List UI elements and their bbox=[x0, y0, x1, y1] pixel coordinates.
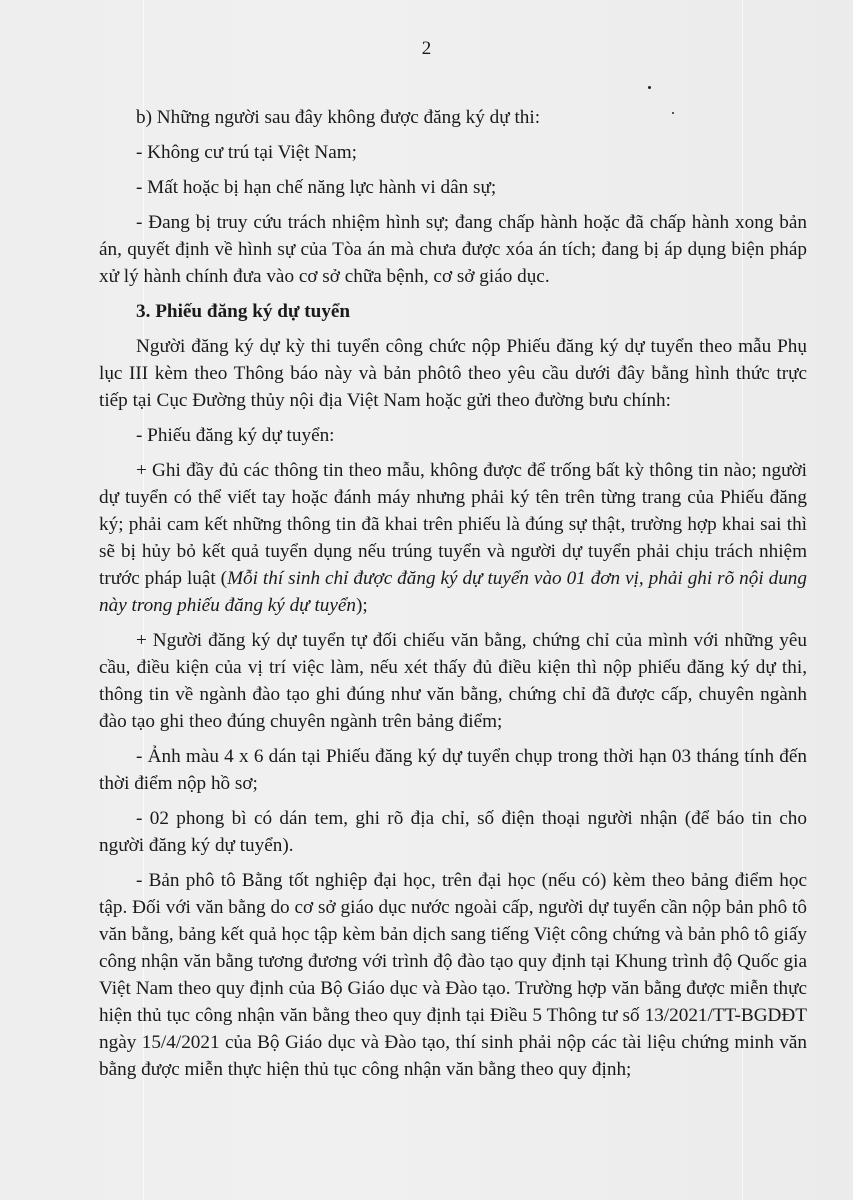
list-item: - Không cư trú tại Việt Nam; bbox=[136, 142, 357, 163]
section-3-heading: 3. Phiếu đăng ký dự tuyển bbox=[136, 301, 351, 322]
document-body bbox=[99, 104, 807, 1091]
form-requirement-1-end: ); bbox=[356, 595, 368, 616]
section-3-intro: Người đăng ký dự kỳ thi tuyển công chức nộp Phiếu đăng ký dự tuyển theo mẫu Phụ lục III kèm theo Thông báo này và bản phôtô theo yêu cầu dưới đây bằng hình thức trực tiếp tại Cục Đường thủy nội địa Việt Nam hoặc gửi theo đường bưu chính: bbox=[99, 336, 807, 411]
form-label: - Phiếu đăng ký dự tuyển: bbox=[136, 425, 335, 446]
section-b-intro: b) Những người sau đây không được đăng ký dự thi: bbox=[136, 107, 541, 128]
diploma-requirement: - Bản phô tô Bằng tốt nghiệp đại học, trên đại học (nếu có) kèm theo bảng điểm học tập. Đối với văn bằng do cơ sở giáo dục nước ngoài cấp, người dự tuyển cần nộp bản phô tô văn bằng, bảng kết quả học tập kèm bản dịch sang tiếng Việt công chứng và bản phô tô giấy công nhận văn bằng tương đương với trình độ đào tạo quy định tại Khung trình độ Quốc gia Việt Nam theo quy định của Bộ Giáo dục và Đào tạo. Trường hợp văn bằng được miễn thực hiện thủ tục công nhận văn bằng theo quy định tại Điều 5 Thông tư số 13/2021/TT-BGDĐT ngày 15/4/2021 của Bộ Giáo dục và Đào tạo, thí sinh phải nộp các tài liệu chứng minh văn bằng được miễn thực hiện thủ tục công nhận văn bằng theo quy định; bbox=[99, 870, 807, 1080]
form-requirement-1-text: + Ghi đầy đủ các thông tin theo mẫu, không được để trống bất kỳ thông tin nào; người dự tuyển có thể viết tay hoặc đánh máy nhưng phải ký tên trên từng trang của Phiếu đăng ký; phải cam kết những thông tin đã khai trên phiếu là đúng sự thật, trường hợp khai sai thì sẽ bị hủy bỏ kết quả tuyển dụng nếu trúng tuyển và người dự tuyển phải chịu trách nhiệm trước pháp luật ( bbox=[99, 460, 807, 589]
scan-speck bbox=[648, 86, 651, 89]
list-item: - Mất hoặc bị hạn chế năng lực hành vi dân sự; bbox=[136, 177, 497, 198]
photo-requirement: - Ảnh màu 4 x 6 dán tại Phiếu đăng ký dự tuyển chụp trong thời hạn 03 tháng tính đến thời điểm nộp hồ sơ; bbox=[99, 746, 807, 794]
form-requirement-2: + Người đăng ký dự tuyển tự đối chiếu văn bằng, chứng chỉ của mình với những yêu cầu, điều kiện của vị trí việc làm, nếu xét thấy đủ điều kiện thì nộp phiếu đăng ký dự thi, thông tin về ngành đào tạo ghi đúng như văn bằng, chứng chỉ đã được cấp, chuyên ngành đào tạo ghi theo đúng chuyên ngành trên bảng điểm; bbox=[99, 630, 807, 732]
envelope-requirement: - 02 phong bì có dán tem, ghi rõ địa chỉ, số điện thoại người nhận (để báo tin cho người đăng ký dự tuyển). bbox=[99, 808, 807, 856]
form-requirement-1 bbox=[99, 457, 807, 619]
form-requirement-1-note: Mỗi thí sinh chỉ được đăng ký dự tuyển vào 01 đơn vị, phải ghi rõ nội dung này trong phiếu đăng ký dự tuyển bbox=[99, 568, 807, 616]
page-number: 2 bbox=[421, 38, 432, 59]
list-item: - Đang bị truy cứu trách nhiệm hình sự; đang chấp hành hoặc đã chấp hành xong bản án, quyết định về hình sự của Tòa án mà chưa được xóa án tích; đang bị áp dụng biện pháp xử lý hành chính đưa vào cơ sở chữa bệnh, cơ sở giáo dục. bbox=[99, 212, 807, 287]
